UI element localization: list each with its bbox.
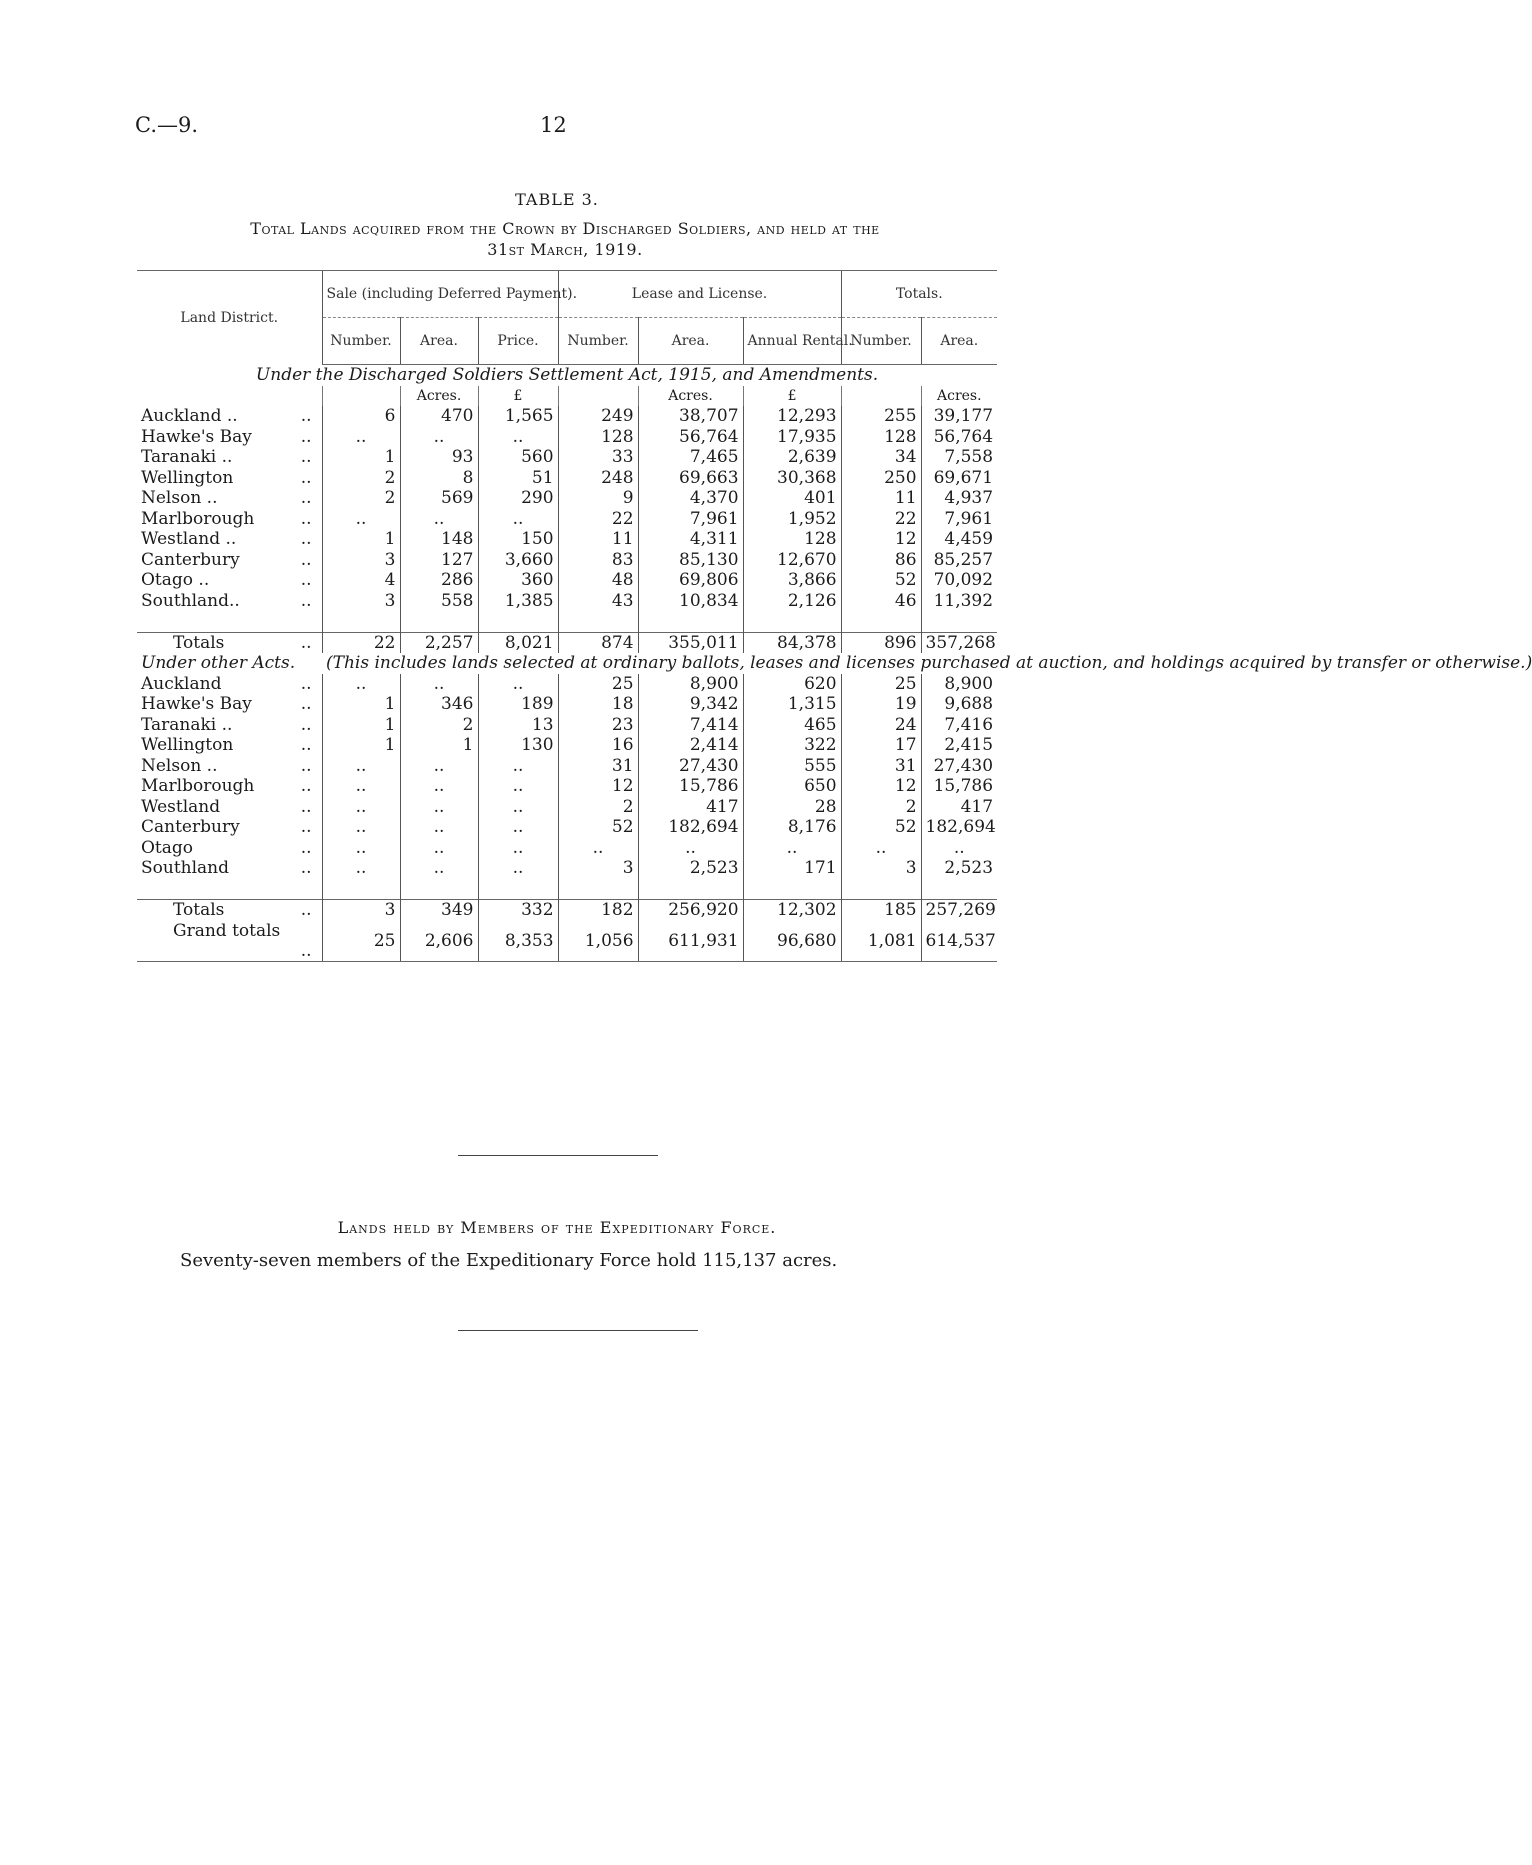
cell-value: 69,663 (638, 468, 743, 489)
leader-dots: .. (300, 735, 312, 756)
cell-value: 18 (558, 694, 638, 715)
cell-value: .. (478, 509, 558, 530)
district-name: Grand totals .. (137, 921, 322, 962)
district-name: Marlborough .. (137, 509, 322, 530)
cell-value: 417 (921, 797, 997, 818)
table-row (137, 447, 997, 468)
table-row (137, 817, 997, 838)
cell-value: 8,353 (478, 921, 558, 962)
cell-value: 558 (400, 591, 478, 612)
district-name: Auckland .. (137, 674, 322, 695)
cell-value: 4,311 (638, 529, 743, 550)
cell-value: .. (638, 838, 743, 859)
cell-value: 1,081 (841, 921, 921, 962)
cell-value: 25 (841, 674, 921, 695)
cell-value: .. (400, 509, 478, 530)
cell-value: 56,764 (638, 427, 743, 448)
table-row (137, 838, 997, 859)
cell-value: 93 (400, 447, 478, 468)
cell-value: .. (400, 756, 478, 777)
cell-value: 8 (400, 468, 478, 489)
table-row (137, 468, 997, 489)
cell-value: 51 (478, 468, 558, 489)
cell-value: .. (478, 776, 558, 797)
cell-value: .. (322, 509, 400, 530)
cell-value: 620 (743, 674, 841, 695)
lands-table (137, 270, 1532, 962)
cell-value: 401 (743, 488, 841, 509)
cell-value: 69,671 (921, 468, 997, 489)
divider-rule-bottom (458, 1330, 698, 1331)
cell-value: 2,415 (921, 735, 997, 756)
cell-value: 83 (558, 550, 638, 571)
col-sale-number: Number. (322, 318, 400, 365)
cell-value: .. (400, 797, 478, 818)
cell-value: .. (400, 838, 478, 859)
cell-value: 322 (743, 735, 841, 756)
table-row (137, 427, 997, 448)
cell-value: 250 (841, 468, 921, 489)
leader-dots: .. (300, 755, 312, 776)
cell-value: .. (558, 838, 638, 859)
unit-lease-rental: £ (743, 386, 841, 407)
cell-value: 69,806 (638, 570, 743, 591)
cell-value: 1 (322, 529, 400, 550)
cell-value: 4 (322, 570, 400, 591)
cell-value: 8,900 (638, 674, 743, 695)
cell-value: 12 (841, 529, 921, 550)
divider-rule (458, 1155, 658, 1156)
cell-value: 85,257 (921, 550, 997, 571)
table-title-line1: Total Lands acquired from the Crown by Discharged Soldiers, and held at the (250, 219, 880, 238)
col-group-sale: Sale (including Deferred Payment). (322, 271, 558, 318)
leader-dots: .. (300, 529, 312, 550)
cell-value: 48 (558, 570, 638, 591)
cell-value: 896 (841, 632, 921, 653)
leader-dots: .. (300, 426, 312, 447)
cell-value: 182,694 (638, 817, 743, 838)
cell-value: 614,537 (921, 921, 997, 962)
cell-value: 3,660 (478, 550, 558, 571)
cell-value: 1 (400, 735, 478, 756)
col-lease-number: Number. (558, 318, 638, 365)
cell-value: 8,021 (478, 632, 558, 653)
cell-value: 38,707 (638, 406, 743, 427)
leader-dots: .. (300, 940, 312, 961)
cell-value: 650 (743, 776, 841, 797)
cell-value: 249 (558, 406, 638, 427)
col-totals-number: Number. (841, 318, 921, 365)
cell-value: 3 (558, 858, 638, 879)
unit-totals-area: Acres. (921, 386, 997, 407)
cell-value: 417 (638, 797, 743, 818)
leader-dots: .. (300, 488, 312, 509)
cell-value: 46 (841, 591, 921, 612)
cell-value: .. (478, 756, 558, 777)
table-title (150, 218, 980, 260)
leader-dots: .. (300, 694, 312, 715)
section2-note: (This includes lands selected at ordinary ballots, leases and licenses purchased at auction, and holdings acquired by transfer or otherwise.) (326, 653, 1532, 674)
cell-value: 2 (322, 488, 400, 509)
cell-value: 248 (558, 468, 638, 489)
cell-value: 39,177 (921, 406, 997, 427)
district-name: Westland .. (137, 797, 322, 818)
cell-value: 56,764 (921, 427, 997, 448)
cell-value: 15,786 (921, 776, 997, 797)
leader-dots: .. (300, 900, 312, 921)
section2-totals-row (137, 900, 997, 921)
cell-value: .. (322, 756, 400, 777)
cell-value: 1 (322, 735, 400, 756)
cell-value: 17 (841, 735, 921, 756)
leader-dots: .. (300, 508, 312, 529)
cell-value: 25 (558, 674, 638, 695)
district-name: Wellington .. (137, 735, 322, 756)
cell-value: .. (478, 838, 558, 859)
col-lease-rental: Annual Rental. (743, 318, 841, 365)
document-code: C.—9. (135, 113, 199, 137)
district-name: Hawke's Bay .. (137, 694, 322, 715)
cell-value: .. (400, 674, 478, 695)
cell-value: .. (400, 427, 478, 448)
cell-value: 27,430 (921, 756, 997, 777)
table-row (137, 529, 997, 550)
leader-dots: .. (300, 837, 312, 858)
cell-value: 8,176 (743, 817, 841, 838)
cell-value: 15,786 (638, 776, 743, 797)
cell-value: 1,565 (478, 406, 558, 427)
cell-value: 52 (841, 817, 921, 838)
cell-value: 2 (400, 715, 478, 736)
cell-value: 128 (743, 529, 841, 550)
cell-value: 12,293 (743, 406, 841, 427)
leader-dots: .. (300, 776, 312, 797)
district-name: Taranaki .. .. (137, 447, 322, 468)
cell-value: 3 (322, 591, 400, 612)
cell-value: 1,315 (743, 694, 841, 715)
cell-value: 23 (558, 715, 638, 736)
cell-value: 34 (841, 447, 921, 468)
cell-value: 2 (322, 468, 400, 489)
cell-value: 27,430 (638, 756, 743, 777)
cell-value: 357,268 (921, 632, 997, 653)
cell-value: 346 (400, 694, 478, 715)
cell-value: 4,937 (921, 488, 997, 509)
cell-value: 1,056 (558, 921, 638, 962)
cell-value: .. (478, 674, 558, 695)
table-title-line2: 31st March, 1919. (487, 240, 643, 259)
col-sale-area: Area. (400, 318, 478, 365)
col-group-lease: Lease and License. (558, 271, 841, 318)
units-row (137, 386, 997, 407)
cell-value: 96,680 (743, 921, 841, 962)
cell-value: 43 (558, 591, 638, 612)
cell-value: 182,694 (921, 817, 997, 838)
table-row (137, 715, 997, 736)
leader-dots: .. (300, 467, 312, 488)
table-row (137, 756, 997, 777)
cell-value: 7,465 (638, 447, 743, 468)
cell-value: 127 (400, 550, 478, 571)
cell-value: 7,414 (638, 715, 743, 736)
district-name: Nelson .. .. (137, 488, 322, 509)
cell-value: .. (322, 858, 400, 879)
district-name: Canterbury .. (137, 550, 322, 571)
cell-value: 182 (558, 900, 638, 921)
cell-value: 3,866 (743, 570, 841, 591)
cell-value: 2,523 (638, 858, 743, 879)
cell-value: 17,935 (743, 427, 841, 448)
cell-value: 4,370 (638, 488, 743, 509)
cell-value: 33 (558, 447, 638, 468)
cell-value: .. (322, 797, 400, 818)
cell-value: 22 (322, 632, 400, 653)
table-row (137, 797, 997, 818)
cell-value: 465 (743, 715, 841, 736)
table-row (137, 591, 997, 612)
cell-value: 13 (478, 715, 558, 736)
cell-value: 9,342 (638, 694, 743, 715)
cell-value: 22 (558, 509, 638, 530)
cell-value: 28 (743, 797, 841, 818)
table-row (137, 694, 997, 715)
cell-value: .. (478, 858, 558, 879)
cell-value: 2,414 (638, 735, 743, 756)
cell-value: 6 (322, 406, 400, 427)
cell-value: 22 (841, 509, 921, 530)
cell-value: .. (921, 838, 997, 859)
cell-value: 70,092 (921, 570, 997, 591)
cell-value: 12,302 (743, 900, 841, 921)
cell-value: 2 (841, 797, 921, 818)
cell-value: 31 (841, 756, 921, 777)
cell-value: 150 (478, 529, 558, 550)
cell-value: .. (322, 838, 400, 859)
district-name: Taranaki .. .. (137, 715, 322, 736)
unit-sale-area: Acres. (400, 386, 478, 407)
district-name: Wellington .. (137, 468, 322, 489)
leader-dots: .. (300, 406, 312, 427)
cell-value: 355,011 (638, 632, 743, 653)
table-row (137, 570, 997, 591)
cell-value: 2,126 (743, 591, 841, 612)
cell-value: 30,368 (743, 468, 841, 489)
cell-value: 3 (322, 900, 400, 921)
cell-value: .. (478, 427, 558, 448)
cell-value: 2 (558, 797, 638, 818)
cell-value: 19 (841, 694, 921, 715)
cell-value: 52 (841, 570, 921, 591)
cell-value: 349 (400, 900, 478, 921)
cell-value: 148 (400, 529, 478, 550)
cell-value: 1,385 (478, 591, 558, 612)
cell-value: .. (322, 776, 400, 797)
page-number: 12 (540, 113, 567, 137)
cell-value: 1 (322, 715, 400, 736)
leader-dots: .. (300, 590, 312, 611)
unit-sale-price: £ (478, 386, 558, 407)
cell-value: 470 (400, 406, 478, 427)
cell-value: 874 (558, 632, 638, 653)
expeditionary-heading: Lands held by Members of the Expeditionary Force. (337, 1218, 777, 1237)
district-name: Nelson .. .. (137, 756, 322, 777)
cell-value: 569 (400, 488, 478, 509)
leader-dots: .. (300, 817, 312, 838)
section2-label: Under other Acts. (141, 653, 296, 674)
col-group-totals: Totals. (841, 271, 997, 318)
cell-value: .. (400, 858, 478, 879)
cell-value: 290 (478, 488, 558, 509)
cell-value: .. (743, 838, 841, 859)
leader-dots: .. (300, 549, 312, 570)
cell-value: 12 (841, 776, 921, 797)
district-name: Southland .. (137, 858, 322, 879)
cell-value: 286 (400, 570, 478, 591)
leader-dots: .. (300, 570, 312, 591)
cell-value: 9,688 (921, 694, 997, 715)
cell-value: 256,920 (638, 900, 743, 921)
cell-value: 332 (478, 900, 558, 921)
district-name: Southland.. .. (137, 591, 322, 612)
table-row (137, 735, 997, 756)
cell-value: .. (478, 797, 558, 818)
cell-value: 555 (743, 756, 841, 777)
cell-value: 611,931 (638, 921, 743, 962)
cell-value: 16 (558, 735, 638, 756)
cell-value: 3 (841, 858, 921, 879)
cell-value: .. (841, 838, 921, 859)
cell-value: .. (400, 776, 478, 797)
cell-value: 2,639 (743, 447, 841, 468)
cell-value: .. (478, 817, 558, 838)
table-row (137, 550, 997, 571)
district-name: Otago .. .. (137, 570, 322, 591)
cell-value: 7,558 (921, 447, 997, 468)
cell-value: 24 (841, 715, 921, 736)
cell-value: 2,257 (400, 632, 478, 653)
cell-value: 11 (841, 488, 921, 509)
leader-dots: .. (300, 632, 312, 653)
cell-value: 360 (478, 570, 558, 591)
cell-value: .. (322, 427, 400, 448)
cell-value: 255 (841, 406, 921, 427)
cell-value: 11,392 (921, 591, 997, 612)
cell-value: 171 (743, 858, 841, 879)
cell-value: 189 (478, 694, 558, 715)
district-name: Hawke's Bay .. (137, 427, 322, 448)
leader-dots: .. (300, 714, 312, 735)
cell-value: 86 (841, 550, 921, 571)
col-sale-price: Price. (478, 318, 558, 365)
leader-dots: .. (300, 673, 312, 694)
leader-dots: .. (300, 796, 312, 817)
grand-totals-row (137, 921, 997, 962)
table-row (137, 674, 997, 695)
cell-value: .. (322, 674, 400, 695)
cell-value: .. (400, 817, 478, 838)
table-row (137, 509, 997, 530)
leader-dots: .. (300, 858, 312, 879)
cell-value: 9 (558, 488, 638, 509)
expeditionary-text: Seventy-seven members of the Expeditionary Force hold 115,137 acres. (180, 1250, 838, 1271)
cell-value: .. (322, 817, 400, 838)
table-row (137, 776, 997, 797)
cell-value: 85,130 (638, 550, 743, 571)
table-row (137, 406, 997, 427)
district-name: Westland .. .. (137, 529, 322, 550)
cell-value: 1 (322, 447, 400, 468)
cell-value: 185 (841, 900, 921, 921)
cell-value: 52 (558, 817, 638, 838)
table-row (137, 488, 997, 509)
cell-value: 12,670 (743, 550, 841, 571)
section1-heading: Under the Discharged Soldiers Settlement Act, 1915, and Amendments. (255, 365, 879, 386)
leader-dots: .. (300, 447, 312, 468)
cell-value: 31 (558, 756, 638, 777)
table-number: TABLE 3. (515, 190, 599, 209)
cell-value: 84,378 (743, 632, 841, 653)
cell-value: 560 (478, 447, 558, 468)
cell-value: 7,416 (921, 715, 997, 736)
cell-value: 130 (478, 735, 558, 756)
district-name: Otago .. (137, 838, 322, 859)
cell-value: 2,523 (921, 858, 997, 879)
cell-value: 128 (841, 427, 921, 448)
district-name: Marlborough .. (137, 776, 322, 797)
table-row (137, 858, 997, 879)
cell-value: 7,961 (638, 509, 743, 530)
cell-value: 1 (322, 694, 400, 715)
cell-value: 10,834 (638, 591, 743, 612)
district-name: Canterbury .. (137, 817, 322, 838)
district-name: Auckland .. .. (137, 406, 322, 427)
col-lease-area: Area. (638, 318, 743, 365)
cell-value: 1,952 (743, 509, 841, 530)
cell-value: 8,900 (921, 674, 997, 695)
section1-totals-row (137, 632, 997, 653)
district-name: Totals .. (137, 900, 322, 921)
cell-value: 257,269 (921, 900, 997, 921)
col-totals-area: Area. (921, 318, 997, 365)
district-name: Totals .. (137, 632, 322, 653)
cell-value: 12 (558, 776, 638, 797)
cell-value: 25 (322, 921, 400, 962)
cell-value: 2,606 (400, 921, 478, 962)
cell-value: 4,459 (921, 529, 997, 550)
cell-value: 7,961 (921, 509, 997, 530)
unit-lease-area: Acres. (638, 386, 743, 407)
cell-value: 3 (322, 550, 400, 571)
cell-value: 128 (558, 427, 638, 448)
col-land-district: Land District. (137, 271, 322, 365)
cell-value: 11 (558, 529, 638, 550)
